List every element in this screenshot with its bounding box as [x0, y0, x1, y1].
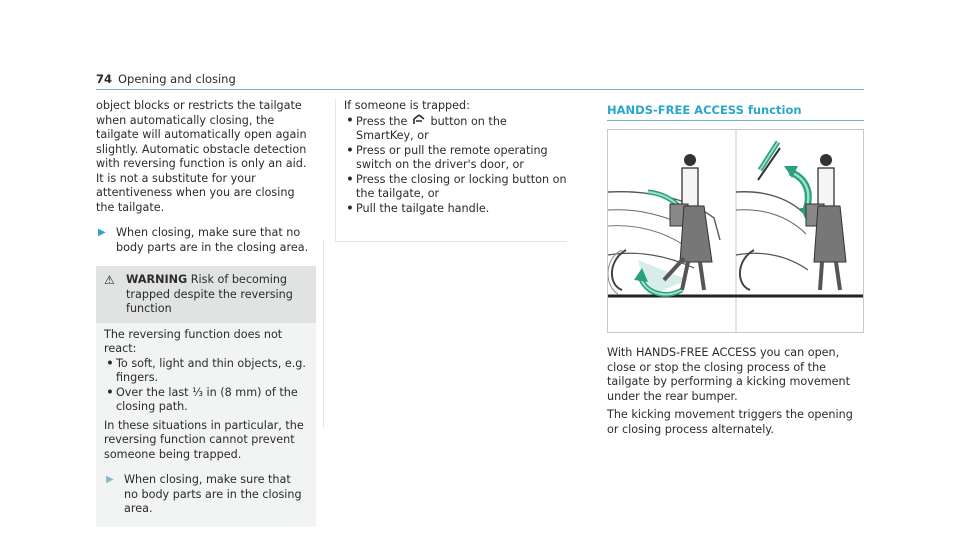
warning-bullet-2: Over the last ⅓ in (8 mm) of the closing path.	[116, 385, 298, 413]
bullet-1-pre: Press the	[356, 114, 408, 128]
bullet-icon: •	[346, 143, 354, 157]
list-item	[104, 357, 308, 386]
bullet-icon: •	[106, 385, 114, 399]
person-right-icon	[806, 154, 846, 290]
column-divider	[323, 240, 324, 428]
header-rule	[96, 89, 864, 90]
hands-free-description	[607, 346, 864, 437]
bullet-1-post: button on the SmartKey, or	[356, 114, 507, 142]
hands-free-access-illustration	[607, 129, 864, 333]
tailgate-icon	[411, 114, 427, 130]
warning-box	[96, 266, 316, 527]
warning-heading: Risk of becoming trapped despite the reversing function	[126, 273, 293, 315]
hands-free-para-1: With HANDS-FREE ACCESS you can open, close or stop the closing process of the tailgate by performing a kicking movement under the rear bumper.	[607, 346, 851, 403]
car-rear-right-icon	[736, 148, 814, 290]
instruction-text: When closing, make sure that no body parts are in the closing area.	[116, 226, 309, 254]
instruction-step	[96, 226, 316, 255]
instruction-arrow-icon: ▶	[106, 474, 114, 485]
column-1	[96, 99, 316, 527]
heading-rule	[607, 120, 864, 121]
bullet-4-text: Pull the tailgate handle.	[356, 201, 490, 215]
bullet-icon: •	[346, 201, 354, 215]
bullet-icon: •	[106, 356, 114, 370]
warning-intro: The reversing function does not react:	[104, 327, 283, 355]
warning-instruction-step	[104, 473, 308, 517]
list-item	[344, 173, 567, 202]
list-item	[344, 144, 567, 173]
warning-instruction-text: When closing, make sure that no body parts are in the closing area.	[124, 473, 302, 515]
warning-triangle-icon: ⚠	[104, 273, 115, 287]
warning-body	[96, 323, 316, 527]
bullet-3-text: Press the closing or locking button on the tailgate, or	[356, 172, 567, 200]
instruction-arrow-icon: ▶	[98, 227, 106, 238]
column-2	[335, 99, 567, 242]
bullet-icon: •	[346, 172, 354, 186]
warning-bullet-1: To soft, light and thin objects, e.g. fingers.	[116, 356, 306, 384]
trapped-intro: If someone is trapped:	[344, 99, 470, 112]
warning-header	[96, 266, 316, 323]
bullet-icon: •	[346, 113, 354, 127]
warning-closing: In these situations in particular, the reversing function cannot prevent someone being trapped.	[104, 418, 304, 461]
page-number: 74	[96, 72, 113, 86]
list-item	[344, 114, 567, 144]
section-title: Opening and closing	[118, 72, 236, 86]
warning-label: WARNING	[126, 273, 188, 286]
list-item	[344, 202, 567, 217]
intro-paragraph: object blocks or restricts the tailgate when automatically closing, the tailgate will automatically open again slightly. Automatic obstacle detection with reversing function is only an aid. It is not a substitute for your attentiveness when you are closing the tailgate.	[96, 99, 307, 214]
person-left-icon	[664, 154, 712, 290]
bullet-2-text: Press or pull the remote operating switch on the driver's door, or	[356, 143, 548, 171]
hands-free-para-2: The kicking movement triggers the opening or closing process alternately.	[607, 408, 853, 436]
list-item	[104, 386, 308, 415]
section-heading: HANDS-FREE ACCESS function	[607, 103, 802, 117]
